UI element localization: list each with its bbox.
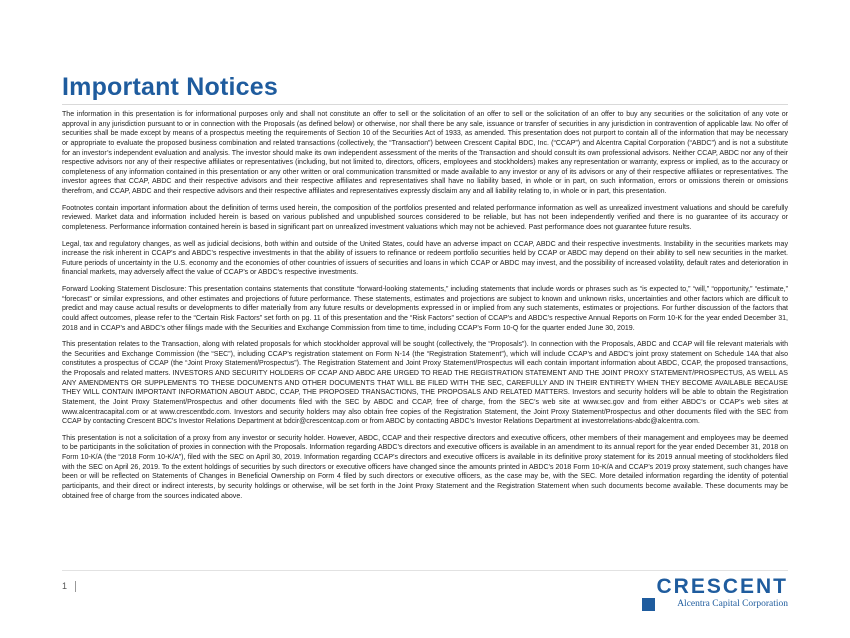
page-number: 1: [62, 581, 68, 591]
paragraph-legal: Legal, tax and regulatory changes, as well as judicial decisions, both within and outside of the United States, could have an adverse impact on CCAP, ABDC and their respective investments. Instability in the securities markets may increase the risk inherent in CCAP’s and ABDC’s respective investments in that the ability of issuers to refinance or redeem portfolio securities held by CCAP or ABDC may depend on their ability to sell new securities in the market. Future periods of uncertainty in the U.S. economy and the economies of other countries of issuers of securities and loans in which CCAP or ABDC may invest, and the possibility of increased volatility, default rates and deterioration in financial markets, may adversely affect the value of CCAP’s or ABDC’s respective investments.: [62, 240, 788, 277]
page-number-separator: [75, 581, 76, 592]
footer-divider: [62, 570, 788, 571]
paragraph-forward-looking: Forward Looking Statement Disclosure: This presentation contains statements that constitute “forward-looking statements,” including statements that include words or phrases such as “is expected to,” “will,” “opportunity,” “estimate,” “forecast” or similar expressions, and other estimates and projections of future performance. These statements, estimates and projections are subject to known and unknown risks, uncertainties and other factors which are difficult to predict and may cause actual results or developments to differ materially from any future results or developments expressed in or implied from any such statements, estimates or projections. For further discussion of the factors that could affect outcomes, please refer to the “Certain Risk Factors” set forth on pg. 11 of this presentation and the “Risk Factors” section of CCAP’s and ABDC’s respective Annual Reports on Form 10-K for the year ended December 31, 2018 and in CCAP’s and ABDC’s other filings made with the Securities and Exchange Commission from time to time, including CCAP’s Form 10-Q for the quarter ended June 30, 2019.: [62, 286, 788, 332]
paragraph-disclaimer: The information in this presentation is for informational purposes only and shall not constitute an offer to sell or the solicitation of an offer to sell or the solicitation of an offer to buy any securities or the solicitation of any vote or approval in any jurisdiction pursuant to or in connection with the Proposals (as defined below) or otherwise, nor shall there be any sale, issuance or transfer of securities in any jurisdiction in contravention of applicable law. No offer of securities shall be made except by means of a prospectus meeting the requirements of Section 10 of the Securities Act of 1933, as amended. This presentation does not purport to contain all of the information that may be necessary or appropriate to evaluate the proposed business combination and related transactions (collectively, the “Transaction”) between Crescent Capital BDC, Inc. (“CCAP”) and Alcentra Capital Corporation (“ABDC”) and is not a substitute for an investor’s independent evaluation and analysis. The investor should make its own independent assessment of the merits of the Transaction and should consult its own professional advisors. Neither CCAP, ABDC nor any of their respective advisors nor any of their respective affiliates or representatives (including, but not limited to, directors, officers, employees and stockholders) makes any representation or warranty, express or implied, as to the accuracy or completeness of any information contained in this presentation or any other written or oral communication transmitted or made available to any investor or any of its advisors or any of their respective affiliates or representatives. The investor agrees that CCAP, ABDC and their respective advisors and their respective affiliates and representatives shall have no liability based, in whole or in part, on such information, errors or omissions therein or omissions therefrom, and CCAP, ABDC and their respective advisors and their respective affiliates and representatives expressly disclaim any and all liability relating to, in whole or in part, this presentation.: [62, 111, 788, 195]
notice-body: [62, 110, 788, 508]
company-logo: [638, 575, 788, 615]
title-divider: [62, 104, 788, 105]
logo-mark-icon: [642, 598, 655, 611]
logo-subtitle: Alcentra Capital Corporation: [677, 599, 788, 609]
paragraph-footnotes: Footnotes contain important information about the definition of terms used herein, the composition of the portfolios presented and related performance information as well as unrealized investment valuations and should be carefully reviewed. Market data and information included herein is based on various published and unpublished sources considered to be reliable, but has not been independently verified and there is no guarantee of its accuracy or completeness. Performance information contained herein is based in significant part on unrealized investment valuations which may not be achieved. Past performance does not guarantee future results.: [62, 204, 788, 231]
logo-brand: CRESCENT: [656, 575, 788, 598]
paragraph-registration: This presentation relates to the Transaction, along with related proposals for which stockholder approval will be sought (collectively, the “Proposals”). In connection with the Proposals, ABDC and CCAP will file relevant materials with the Securities and Exchange Commission (the “SEC”), including CCAP’s registration statement on Form N-14 (the “Registration Statement”), which will include CCAP’s and ABDC’s joint proxy statement on Schedule 14A that also constitutes a prospectus of CCAP (the “Joint Proxy Statement/Prospectus”). The Registration Statement and Joint Proxy Statement/Prospectus will each contain important information about ABDC, CCAP, the proposed transactions, the Proposals and related matters. INVESTORS AND SECURITY HOLDERS OF CCAP AND ABDC ARE URGED TO READ THE REGISTRATION STATEMENT AND THE JOINT PROXY STATEMENT/PROSPECTUS, AS WELL AS ANY AMENDMENTS OR SUPPLEMENTS TO THESE DOCUMENTS AND OTHER DOCUMENTS THAT WILL BE FILED WITH THE SEC, CAREFULLY AND IN THEIR ENTIRETY WHEN THEY BECOME AVAILABLE BECAUSE THEY WILL CONTAIN IMPORTANT INFORMATION ABOUT ABDC, CCAP, THE PROPOSED TRANSACTIONS, THE PROPOSALS AND RELATED MATTERS. Investors and security holders will be able to obtain the Registration Statement, the Joint Proxy Statement/Prospectus and other documents filed with the SEC by ABDC and CCAP, free of charge, from the SEC’s web site at www.sec.gov and from either ABDC’s or CCAP’s web sites at www.alcentracapital.com or at www.crescentbdc.com. Investors and security holders may also obtain free copies of the Registration Statement, the Joint Proxy Statement/Prospectus and other documents filed with the SEC from CCAP by contacting Crescent BDC’s Investor Relations Department at bdcir@crescentcap.com or from ABDC by contacting ABDC’s Investor Relations Department at investorrelations-abdc@alcentra.com.: [62, 341, 788, 426]
page-title: Important Notices: [62, 73, 278, 101]
paragraph-solicitation: This presentation is not a solicitation of a proxy from any investor or security holder. However, ABDC, CCAP and their respective directors and executive officers, other members of their management and employees may be deemed to be participants in the solicitation of proxies in connection with the Proposals. Information regarding ABDC’s directors and executive officers is available in an amendment to its annual report for the year ended December 31, 2018 on Form 10-K/A (the “2018 Form 10-K/A”), filed with the SEC on April 30, 2019. Information regarding CCAP’s directors and executive officers is available in its definitive proxy statement for its 2019 annual meeting of stockholders filed with the SEC on April 26, 2019. To the extent holdings of securities by such directors or executive officers have changed since the amounts printed in ABDC’s 2018 Form 10-K/A and CCAP’s 2019 proxy statement, such changes have been or will be reflected on Statements of Changes in Beneficial Ownership on Form 4 filed by such directors or executive officers, as the case may be, with the SEC. More detailed information regarding the identity of potential participants, and their direct or indirect interests, by security holdings or otherwise, will be set forth in the Joint Proxy Statement and the Registration Statement when such documents become available. These documents may be obtained free of charge from the sources indicated above.: [62, 434, 788, 500]
